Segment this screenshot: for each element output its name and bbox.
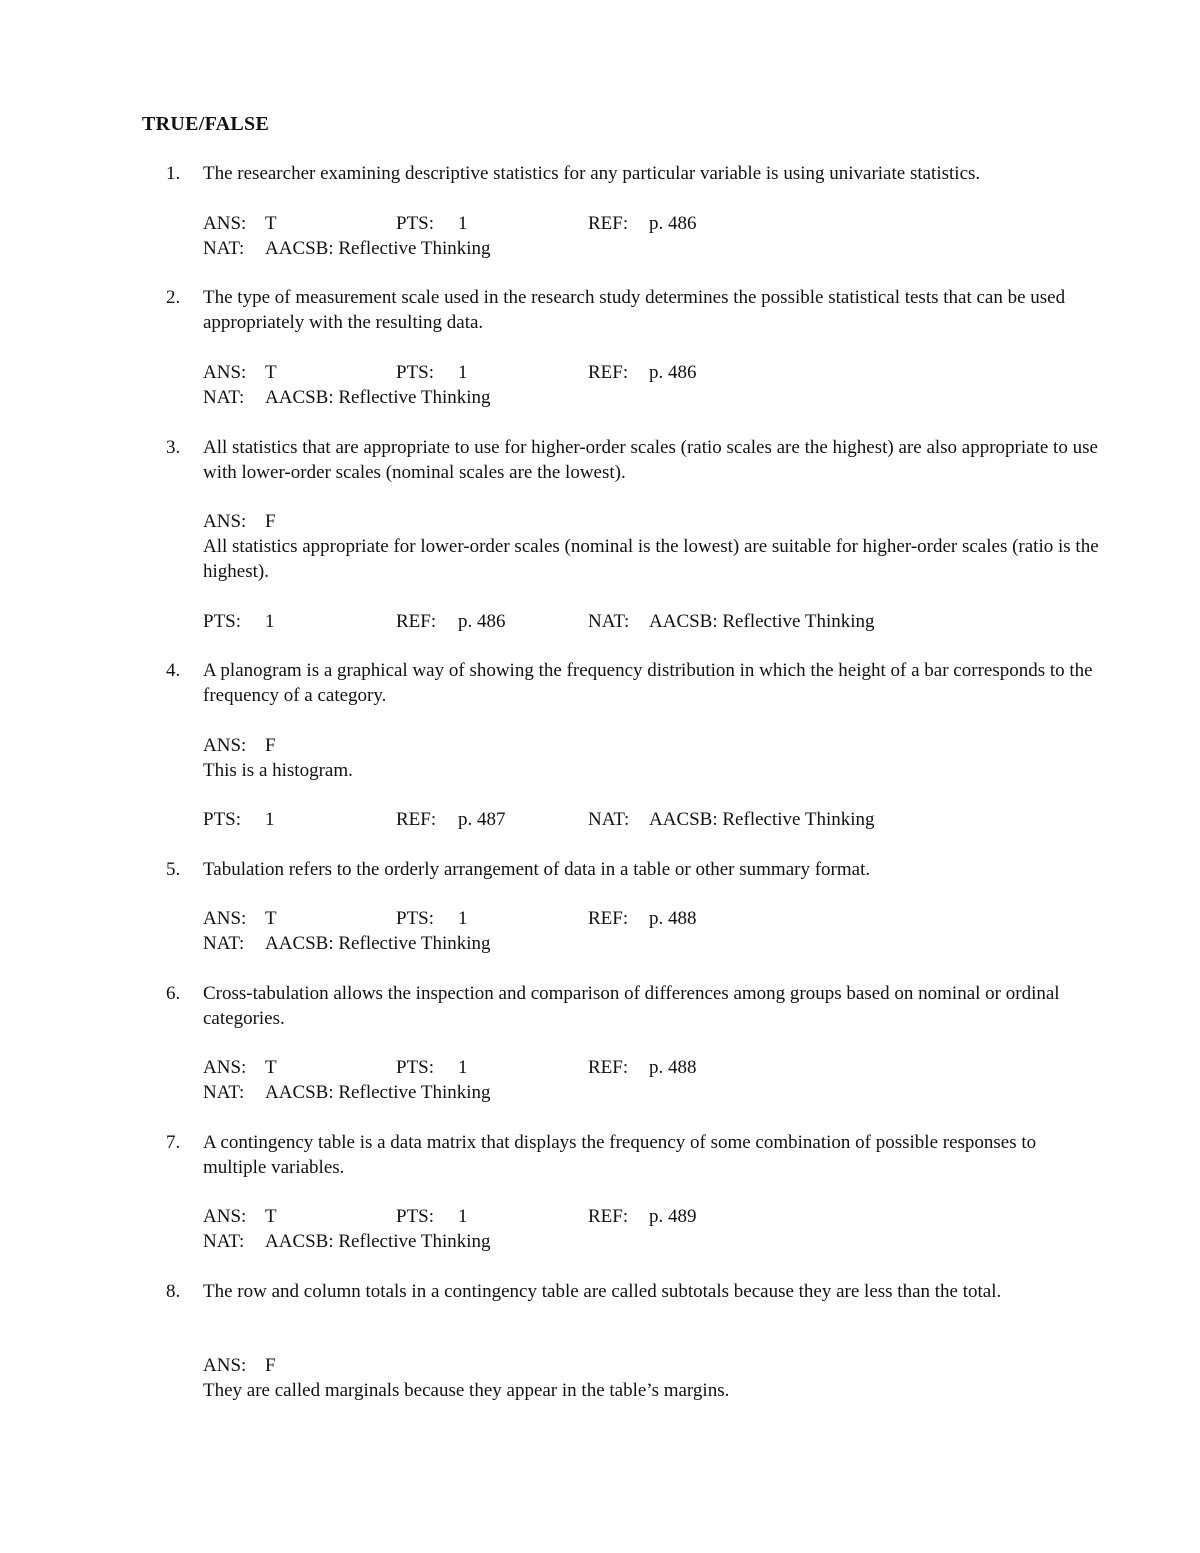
- question-number: 2.: [166, 287, 181, 308]
- question-number: 1.: [166, 163, 181, 184]
- answer-rationale: All statistics appropriate for lower-order scales (nominal is the lowest) are suitable for higher-order scales (ratio is the highest).: [203, 536, 1099, 582]
- section-heading: TRUE/FALSE: [142, 113, 270, 135]
- ref-label: REF:: [396, 809, 437, 830]
- meta-line: [203, 609, 1153, 634]
- pts-label: PTS:: [396, 362, 435, 383]
- pts-label: PTS:: [396, 213, 435, 234]
- nat-value: AACSB: Reflective Thinking: [265, 1231, 491, 1252]
- pts-value: 1: [265, 611, 275, 632]
- ref-label: REF:: [588, 1206, 629, 1227]
- nat-label: NAT:: [203, 387, 245, 408]
- nat-value: AACSB: Reflective Thinking: [649, 809, 875, 830]
- nat-label: NAT:: [203, 1231, 245, 1252]
- question-text: A planogram is a graphical way of showing the frequency distribution in which the height of a bar corresponds to the frequency of a category.: [203, 660, 1093, 706]
- pts-label: PTS:: [396, 908, 435, 929]
- ans-value: T: [265, 362, 277, 383]
- pts-value: 1: [458, 1206, 468, 1227]
- ref-value: p. 489: [649, 1206, 697, 1227]
- question-text: The researcher examining descriptive statistics for any particular variable is using univariate statistics.: [203, 163, 981, 184]
- question-text: The row and column totals in a contingency table are called subtotals because they are less than the total.: [203, 1281, 1002, 1302]
- answer-line: [203, 906, 1153, 931]
- ref-label: REF:: [588, 1057, 629, 1078]
- nat-label: NAT:: [588, 611, 630, 632]
- pts-value: 1: [458, 908, 468, 929]
- question-number: 6.: [166, 983, 181, 1004]
- question-text: The type of measurement scale used in the research study determines the possible statistical tests that can be used appropriately with the resulting data.: [203, 287, 1066, 333]
- answer-line: [203, 509, 1153, 534]
- pts-value: 1: [458, 1057, 468, 1078]
- pts-value: 1: [265, 809, 275, 830]
- nat-line: [203, 1080, 1153, 1105]
- ref-value: p. 487: [458, 809, 506, 830]
- answer-rationale: They are called marginals because they appear in the table’s margins.: [203, 1380, 730, 1401]
- ans-label: ANS:: [203, 213, 247, 234]
- ans-value: T: [265, 1057, 277, 1078]
- meta-line: [203, 807, 1153, 832]
- question-text: Tabulation refers to the orderly arrangement of data in a table or other summary format.: [203, 859, 871, 880]
- answer-line: [203, 360, 1153, 385]
- pts-value: 1: [458, 213, 468, 234]
- answer-line: [203, 733, 1153, 758]
- ans-label: ANS:: [203, 1355, 247, 1376]
- ref-label: REF:: [396, 611, 437, 632]
- nat-line: [203, 385, 1153, 410]
- ref-value: p. 486: [649, 362, 697, 383]
- nat-label: NAT:: [588, 809, 630, 830]
- question-number: 5.: [166, 859, 181, 880]
- ans-label: ANS:: [203, 511, 247, 532]
- ans-label: ANS:: [203, 1206, 247, 1227]
- pts-value: 1: [458, 362, 468, 383]
- ref-label: REF:: [588, 213, 629, 234]
- pts-label: PTS:: [396, 1206, 435, 1227]
- question-number: 4.: [166, 660, 181, 681]
- ans-label: ANS:: [203, 908, 247, 929]
- pts-label: PTS:: [396, 1057, 435, 1078]
- pts-label: PTS:: [203, 809, 242, 830]
- ans-value: T: [265, 213, 277, 234]
- nat-value: AACSB: Reflective Thinking: [649, 611, 875, 632]
- nat-label: NAT:: [203, 238, 245, 259]
- question-text: All statistics that are appropriate to use for higher-order scales (ratio scales are the highest) are also appropriate to use with lower-order scales (nominal scales are the lowest).: [203, 437, 1098, 483]
- ans-label: ANS:: [203, 1057, 247, 1078]
- pts-label: PTS:: [203, 611, 242, 632]
- answer-rationale: This is a histogram.: [203, 760, 353, 781]
- nat-line: [203, 931, 1153, 956]
- answer-line: [203, 211, 1153, 236]
- ref-value: p. 488: [649, 1057, 697, 1078]
- nat-value: AACSB: Reflective Thinking: [265, 1082, 491, 1103]
- nat-label: NAT:: [203, 933, 245, 954]
- answer-line: [203, 1204, 1153, 1229]
- ans-value: F: [265, 1355, 276, 1376]
- nat-value: AACSB: Reflective Thinking: [265, 387, 491, 408]
- ref-value: p. 488: [649, 908, 697, 929]
- ref-label: REF:: [588, 362, 629, 383]
- ans-value: F: [265, 511, 276, 532]
- nat-line: [203, 1229, 1153, 1254]
- ref-value: p. 486: [458, 611, 506, 632]
- ans-value: F: [265, 735, 276, 756]
- ans-label: ANS:: [203, 362, 247, 383]
- ans-value: T: [265, 1206, 277, 1227]
- nat-line: [203, 236, 1153, 261]
- question-number: 3.: [166, 437, 181, 458]
- ref-label: REF:: [588, 908, 629, 929]
- nat-value: AACSB: Reflective Thinking: [265, 933, 491, 954]
- question-number: 8.: [166, 1281, 181, 1302]
- nat-label: NAT:: [203, 1082, 245, 1103]
- question-number: 7.: [166, 1132, 181, 1153]
- answer-line: [203, 1055, 1153, 1080]
- ans-value: T: [265, 908, 277, 929]
- nat-value: AACSB: Reflective Thinking: [265, 238, 491, 259]
- question-text: Cross-tabulation allows the inspection and comparison of differences among groups based on nominal or ordinal categories.: [203, 983, 1060, 1029]
- ans-label: ANS:: [203, 735, 247, 756]
- answer-line: [203, 1353, 1153, 1378]
- ref-value: p. 486: [649, 213, 697, 234]
- question-text: A contingency table is a data matrix that displays the frequency of some combination of possible responses to multiple variables.: [203, 1132, 1037, 1178]
